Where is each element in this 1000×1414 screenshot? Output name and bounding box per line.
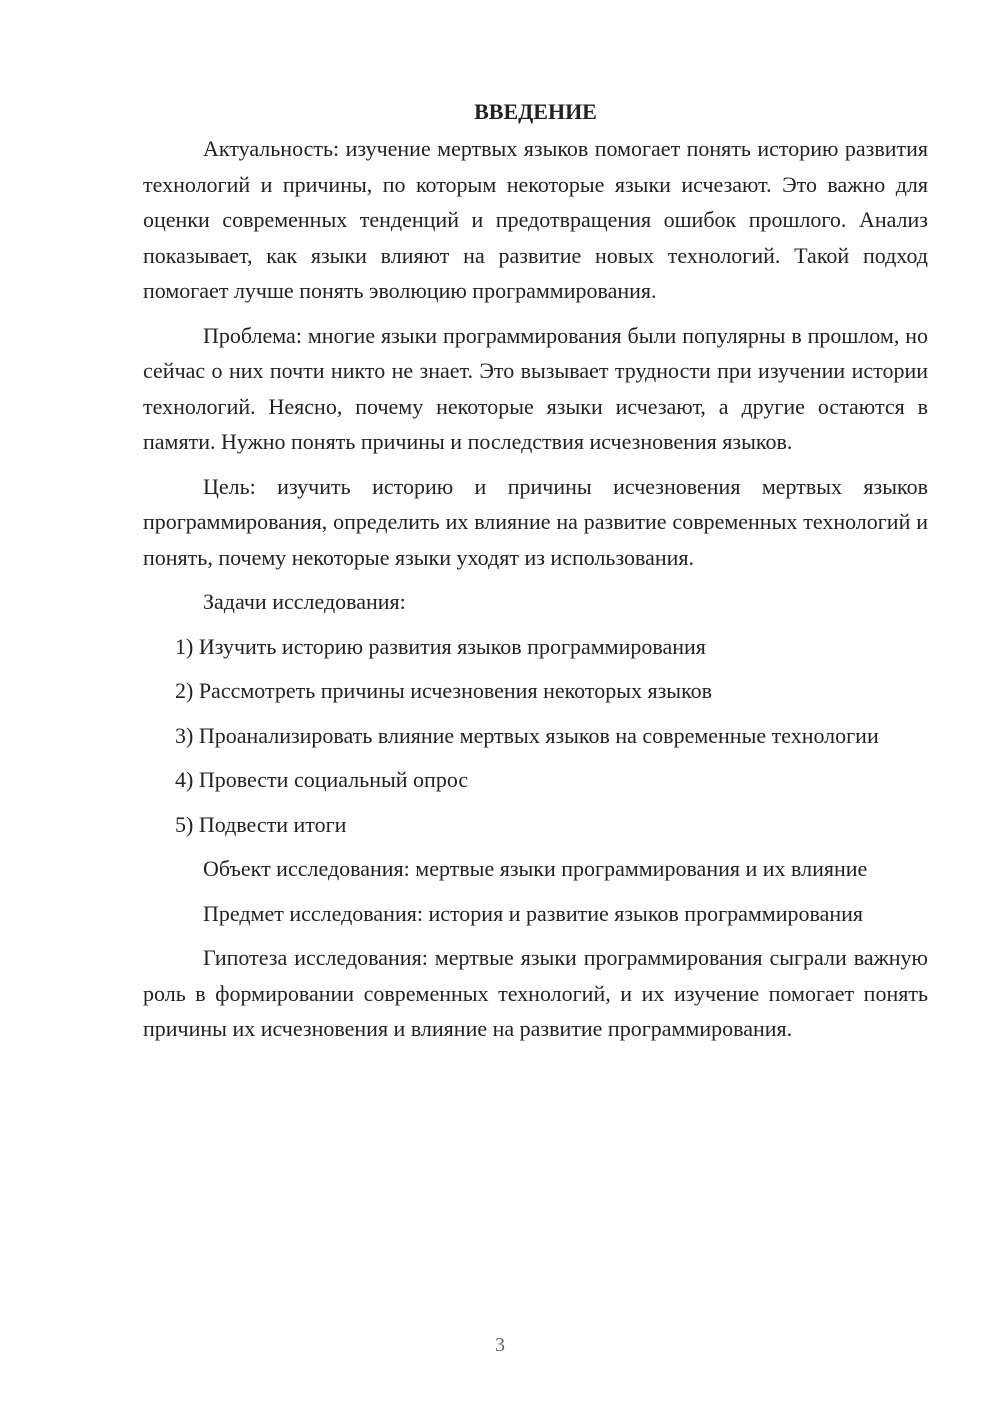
task-item: 1) Изучить историю развития языков программирования xyxy=(175,633,706,659)
task-item: 2) Рассмотреть причины исчезновения некоторых языков xyxy=(175,678,713,703)
hypothesis-paragraph: Гипотеза исследования: мертвые языки программирования сыграли важную роль в формировании современных технологий, и их изучение помогает понять причины их исчезновения и влияние на развитие программирования. xyxy=(143,945,928,1041)
task-item: 4) Провести социальный опрос xyxy=(175,767,469,792)
task-item: 5) Подвести итоги xyxy=(175,811,347,837)
task-item: 3) Проанализировать влияние мертвых языков на современные технологии xyxy=(175,722,879,748)
subject-paragraph: Предмет исследования: история и развитие языков программирования xyxy=(203,900,863,926)
relevance-paragraph: Актуальность: изучение мертвых языков помогает понять историю развития технологий и причины, по которым некоторые языки исчезают. Это важно для оценки современных тенденций и предотвращения ошибок прошлого. Анализ показывает, как языки влияют на развитие новых технологий. Такой подход помогает лучше понять эволюцию программирования. xyxy=(143,136,928,303)
page-title: ВВЕДЕНИЕ xyxy=(474,99,597,124)
document-page xyxy=(143,97,928,1056)
problem-paragraph: Проблема: многие языки программирования были популярны в прошлом, но сейчас о них почти никто не знает. Это вызывает трудности при изучении истории технологий. Неясно, почему некоторые языки исчезают, а другие остаются в памяти. Нужно понять причины и последствия исчезновения языков. xyxy=(143,322,928,454)
tasks-heading: Задачи исследования: xyxy=(203,589,406,614)
goal-paragraph: Цель: изучить историю и причины исчезновения мертвых языков программирования, определить их влияние на развитие современных технологий и понять, почему некоторые языки уходят из использования. xyxy=(143,473,928,570)
page-number: 3 xyxy=(495,1334,505,1356)
object-paragraph: Объект исследования: мертвые языки программирования и их влияние xyxy=(203,856,868,881)
